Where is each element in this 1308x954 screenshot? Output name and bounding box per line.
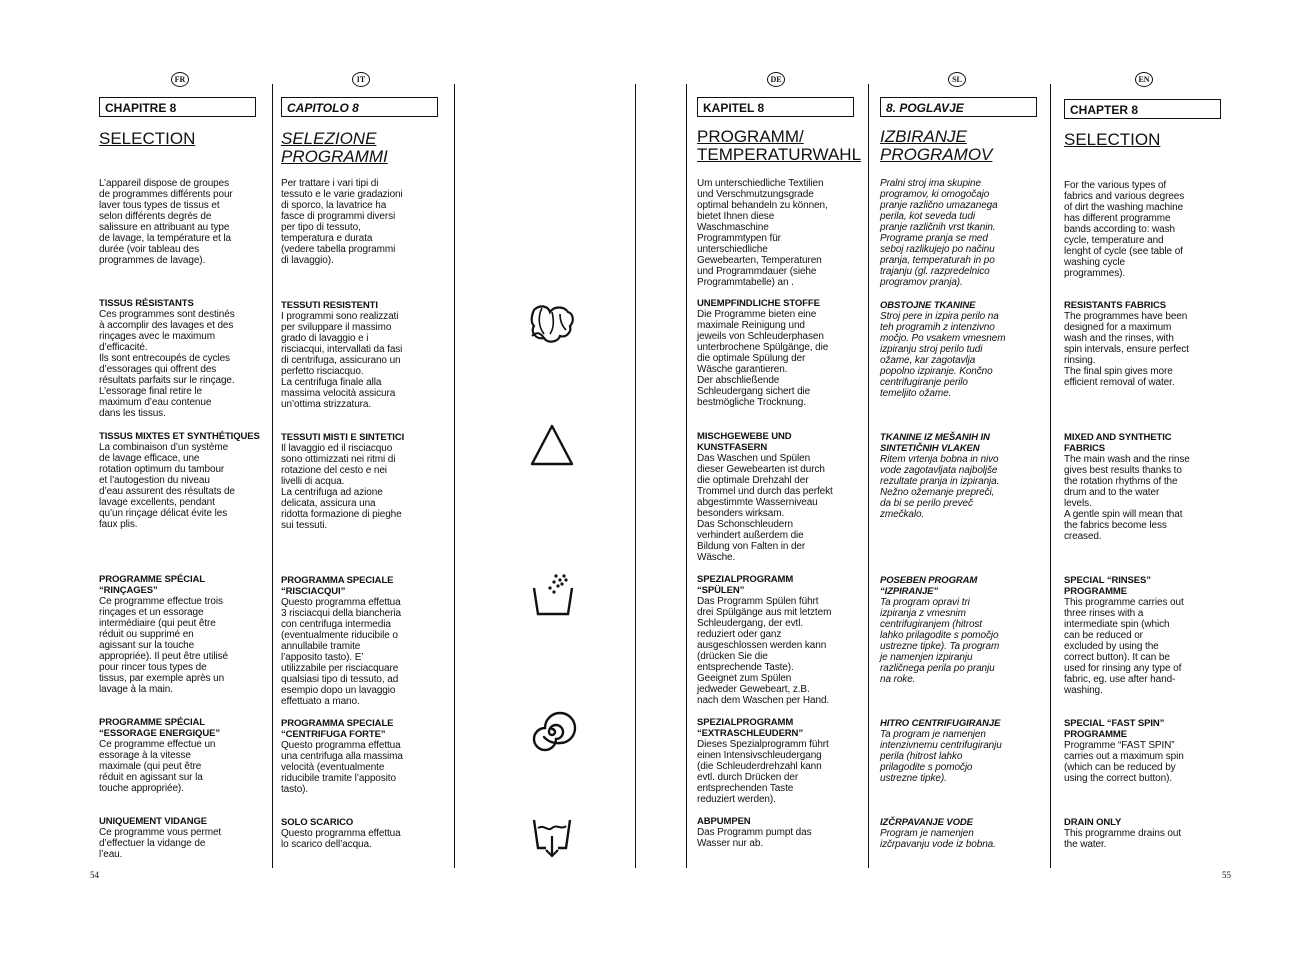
intro-text: L’appareil dispose de groupes de programmes différents pour laver tous types de tissus et selon différents degrés de salissure en attribuant au type de lavage, la température et la durée (voir tableau des programmes de lavage). — [99, 178, 233, 266]
program-section — [281, 817, 446, 850]
program-section — [880, 718, 1045, 784]
program-section — [880, 432, 1045, 520]
program-text: Ces programmes sont destinés à accomplir des lavages et des rinçages avec le maximum d’efficacité. Ils sont entrecoupés de cycles d’essorages qui offrent des résultats parfaits sur le rinçage. L’essorage final retire le maximum d’eau contenue dans les tissus. — [99, 309, 235, 419]
chapter-label: CHAPTER 8 — [1064, 99, 1221, 119]
chapter-label: CAPITOLO 8 — [281, 97, 438, 117]
divider — [868, 84, 869, 868]
program-section — [1064, 432, 1229, 542]
program-section — [281, 575, 446, 707]
cotton-icon — [524, 296, 580, 348]
program-text: Stroj pere in izpira perilo na teh programih z intenzivno močjo. Po vsakem vmesnem izpiranju stroj perilo tudi ožame, kar zagotavlja popolno izpiranje. Končno centrifugiranje perilo temeljito ožame. — [880, 311, 1006, 399]
program-text: This programme carries out three rinses with a intermediate spin (which can be reduced or excluded by using the correct button). It can be used for rinsing any type of fabric, eg. use after hand- washing. — [1064, 597, 1184, 696]
program-text: Questo programma effettua 3 risciacqui della biancheria con centrifuga intermedia (eventualmente riducibile o annullabile tramite l’apposito tasto). E’ utilizzabile per risciacquare qualsiasi tipo di tessuto, ad esempio dopo un lavaggio effettuato a mano. — [281, 597, 401, 707]
divider — [272, 84, 273, 868]
program-section — [99, 816, 264, 860]
program-section — [1064, 575, 1229, 696]
program-heading: UNIQUEMENT VIDANGE — [99, 816, 207, 827]
program-heading: SPEZIALPROGRAMM “SPÜLEN” — [697, 574, 794, 596]
divider — [454, 84, 455, 868]
program-text: Ta program opravi tri izpiranja z vmesnim centrifugiranjem (hitrost lahko prilagodite s pomočjo ustrezne tipke). Ta program je namenjen izpiranju različnega perila po pranju na roke. — [880, 597, 1000, 685]
program-text: Das Programm Spülen führt drei Spülgänge aus mit letztem Schleudergang, der evtl. reduziert oder ganz ausgeschlossen werden kann (drücken Sie die entsprechende Taste). Geeignet zum Spülen jedweder Gewebeart, z.B. nach dem Waschen per Hand. — [697, 596, 832, 706]
program-heading: RESISTANTS FABRICS — [1064, 300, 1167, 311]
program-section — [281, 432, 446, 531]
chapter-label: CHAPITRE 8 — [99, 97, 256, 117]
program-text: Program je namenjen izčrpavanju vode iz bobna. — [880, 828, 996, 850]
section-title: PROGRAMM/ TEMPERATURWAHL — [697, 127, 862, 164]
program-heading: POSEBEN PROGRAM “IZPIRANJE” — [880, 575, 978, 597]
spin-icon — [524, 706, 580, 758]
program-section — [1064, 817, 1229, 850]
program-section — [281, 718, 446, 795]
program-section — [880, 300, 1045, 399]
chapter-label: KAPITEL 8 — [697, 97, 854, 117]
section-title: SELECTION — [99, 129, 196, 148]
program-text: Ta program je namenjen intenzivnemu centrifugiranju perila (hitrost lahko prilagodite s pomočjo ustrezne tipke). — [880, 729, 1002, 784]
program-text: Die Programme bieten eine maximale Reinigung und jeweils von Schleuderphasen unterbrochene Spülgänge, die die optimale Spülung der Wäsche garantieren. Der abschließende Schleudergang sichert die bestmögliche Trocknung. — [697, 309, 829, 408]
program-heading: UNEMPFINDLICHE STOFFE — [697, 298, 820, 309]
program-text: La combinaison d’un système de lavage efficace, une rotation optimum du tambour et l’autogestion du niveau d’eau assurent des résultats de lavage excellents, pendant qu’un rinçage délicat évite les faux plis. — [99, 442, 235, 530]
program-heading: TESSUTI MISTI E SINTETICI — [281, 432, 405, 443]
program-section — [697, 574, 862, 706]
program-section — [880, 575, 1045, 685]
program-section — [880, 817, 1045, 850]
program-text: I programmi sono realizzati per sviluppare il massimo grado di lavaggio e i risciacqui, intervallati da fasi di centrifuga, assicurano un perfetto risciacquo. La centrifuga finale alla massima velocità assicura un’ottima strizzatura. — [281, 311, 403, 410]
program-heading: PROGRAMME SPÉCIAL “ESSORAGE ENERGIQUE” — [99, 717, 220, 739]
program-section — [99, 431, 264, 530]
language-badge: DE — [767, 72, 785, 87]
divider — [1050, 84, 1051, 868]
intro-text: Um unterschiedliche Textilien und Verschmutzungsgrade optimal behandeln zu können, bietet Ihnen diese Waschmaschine Programmtypen für unterschiedliche Gewebearten, Temperaturen und Programmdauer (siehe Programmtabelle) an . — [697, 178, 828, 288]
program-heading: TKANINE IZ MEŠANIH IN SINTETIČNIH VLAKEN — [880, 432, 990, 454]
page-number-right: 55 — [1222, 870, 1231, 880]
program-section — [697, 298, 862, 408]
program-text: Il lavaggio ed il risciacquo sono ottimizzati nei ritmi di rotazione del cesto e nei livelli di acqua. La centrifuga ad azione delicata, assicura una ridotta formazione di pieghe sui tessuti. — [281, 443, 402, 531]
chapter-label: 8. POGLAVJE — [880, 97, 1037, 117]
program-section — [99, 298, 264, 419]
program-text: Ce programme effectue trois rinçages et un essorage intermédiaire (qui peut être réduit ou supprimé en agissant sur la touche appropriée). Il peut être utilisé pour rincer tous types de tissus, par exemple après un lavage à la main. — [99, 596, 228, 695]
program-text: This programme drains out the water. — [1064, 828, 1181, 850]
program-text: Das Programm pumpt das Wasser nur ab. — [697, 827, 812, 849]
rinse-icon — [524, 570, 580, 622]
program-text: Ce programme effectue un essorage à la vitesse maximale (qui peut être réduit en agissant sur la touche appropriée). — [99, 739, 216, 794]
triangle-icon — [524, 420, 580, 472]
section-title: SELECTION — [1064, 130, 1161, 149]
section-title: IZBIRANJE PROGRAMOV — [880, 127, 993, 164]
section-title: SELEZIONE PROGRAMMI — [281, 129, 388, 166]
program-section — [281, 300, 446, 410]
program-section — [99, 574, 264, 695]
intro-text: Pralni stroj ima skupine programov, ki omogočajo pranje različno umazanega perila, kot seveda tudi pranje različnih vrst tkanin. Programe pranja se med seboj razlikujejo po načinu pranja, temperaturah in po trajanju (gl. razpredelnico programov pranja). — [880, 178, 998, 288]
language-badge: FR — [171, 72, 189, 87]
drain-icon — [524, 810, 580, 862]
program-heading: TISSUS MIXTES ET SYNTHÉTIQUES — [99, 431, 260, 442]
program-heading: SOLO SCARICO — [281, 817, 354, 828]
program-text: The programmes have been designed for a maximum wash and the rinses, with spin intervals, ensure perfect rinsing. The final spin gives more efficient removal of water. — [1064, 311, 1189, 388]
program-section — [697, 717, 862, 805]
program-text: Das Waschen und Spülen dieser Gewebearten ist durch die optimale Drehzahl der Trommel und durch das perfekt abgestimmte Wasserniveau besonders wirksam. Das Schonschleudern verhindert außerdem die Bildung von Falten in der Wäsche. — [697, 453, 833, 563]
program-heading: PROGRAMME SPÉCIAL “RINÇAGES” — [99, 574, 205, 596]
program-section — [697, 816, 862, 849]
intro-text: Per trattare i vari tipi di tessuto e le varie gradazioni di sporco, la lavatrice ha fasce di programmi diversi per tipo di tessuto, temperatura e durata (vedere tabella programmi di lavaggio). — [281, 178, 403, 266]
language-badge: IT — [352, 72, 370, 87]
program-section — [1064, 300, 1229, 388]
program-heading: MIXED AND SYNTHETIC FABRICS — [1064, 432, 1172, 454]
program-section — [99, 717, 264, 794]
program-heading: TESSUTI RESISTENTI — [281, 300, 378, 311]
divider — [635, 84, 636, 868]
program-text: The main wash and the rinse gives best results thanks to the rotation rhythms of the drum and to the water levels. A gentle spin will mean that the fabrics become less creased. — [1064, 454, 1190, 542]
program-heading: TISSUS RÉSISTANTS — [99, 298, 194, 309]
program-section — [697, 431, 862, 563]
program-heading: SPECIAL “FAST SPIN” PROGRAMME — [1064, 718, 1165, 740]
program-text: Ce programme vous permet d’effectuer la vidange de l’eau. — [99, 827, 222, 860]
program-heading: ABPUMPEN — [697, 816, 751, 827]
program-text: Dieses Spezialprogramm führt einen Intensivschleudergang (die Schleuderdrehzahl kann evtl. durch Drücken der entsprechenden Taste reduziert werden). — [697, 739, 829, 805]
program-section — [1064, 718, 1229, 784]
program-heading: OBSTOJNE TKANINE — [880, 300, 976, 311]
program-heading: IZČRPAVANJE VODE — [880, 817, 973, 828]
program-heading: PROGRAMMA SPECIALE “RISCIACQUI” — [281, 575, 394, 597]
program-heading: DRAIN ONLY — [1064, 817, 1122, 828]
program-text: Ritem vrtenja bobna in nivo vode zagotavljata najboljše rezultate pranja in izpiranja. Nežno ožemanje prepreči, da bi se perilo preveč zmečkalo. — [880, 454, 1000, 520]
program-text: Questo programma effettua lo scarico dell’acqua. — [281, 828, 401, 850]
divider — [686, 84, 687, 868]
program-text: Programme “FAST SPIN” carries out a maximum spin (which can be reduced by using the correct button). — [1064, 740, 1184, 784]
language-badge: EN — [1135, 72, 1153, 87]
language-badge: SL — [948, 72, 966, 87]
page-number-left: 54 — [90, 870, 99, 880]
program-heading: HITRO CENTRIFUGIRANJE — [880, 718, 1001, 729]
intro-text: For the various types of fabrics and various degrees of dirt the washing machine has different programme bands according to: wash cycle, temperature and lenght of cycle (see table of washing cycle programmes). — [1064, 180, 1185, 279]
program-heading: MISCHGEWEBE UND KUNSTFASERN — [697, 431, 792, 453]
program-heading: SPEZIALPROGRAMM “EXTRASCHLEUDERN” — [697, 717, 803, 739]
program-text: Questo programma effettua una centrifuga alla massima velocità (eventualmente riducibile tramite l’apposito tasto). — [281, 740, 403, 795]
program-heading: PROGRAMMA SPECIALE “CENTRIFUGA FORTE” — [281, 718, 394, 740]
program-heading: SPECIAL “RINSES” PROGRAMME — [1064, 575, 1151, 597]
